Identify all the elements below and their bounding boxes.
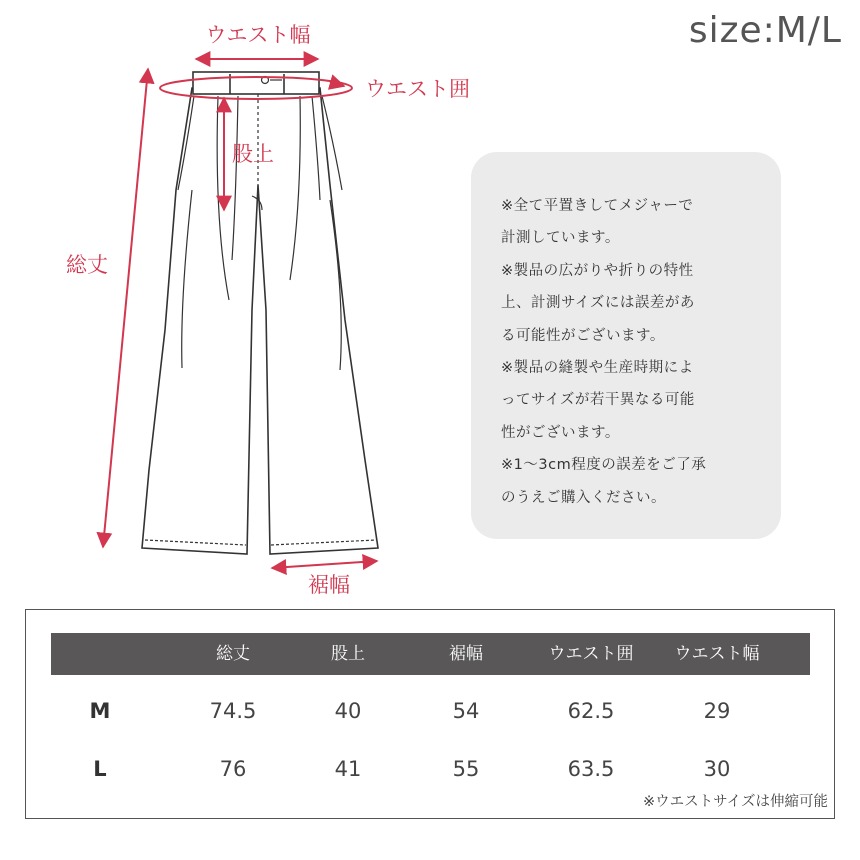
size-title: size:M/L (688, 10, 842, 51)
cell-waist-circumference: 62.5 (567, 699, 615, 723)
table-row (51, 749, 810, 789)
waist-width-label: ウエスト幅 (205, 23, 311, 47)
size-table-header (51, 633, 810, 675)
total-length-arrow (103, 69, 148, 547)
cell-waist-width: 30 (703, 757, 731, 781)
note-line: 計測しています。 (501, 230, 620, 247)
hem-width-arrow (272, 561, 377, 568)
cell-waist-circumference: 63.5 (567, 757, 615, 781)
rise-label: 股上 (232, 142, 274, 166)
total-length-label: 総丈 (66, 253, 108, 277)
note-line: のうえご購入ください。 (501, 489, 666, 506)
note-line: ってサイズが若干異なる可能 (501, 392, 695, 409)
measurement-notes (471, 152, 781, 539)
cell-hem-width: 55 (452, 757, 480, 781)
note-line: 上、計測サイズには誤差があ (501, 295, 695, 312)
note-line: ※1〜3cm程度の誤差をご了承 (501, 457, 707, 474)
hem-width-label: 裾幅 (308, 573, 350, 597)
waist-circumference-label: ウエスト囲 (365, 77, 470, 101)
note-line: ※全て平置きしてメジャーで (501, 198, 694, 214)
note-line: ※製品の縫製や生産時期によ (501, 360, 694, 377)
cell-total-length: 76 (219, 757, 247, 781)
header-cell-rise: 股上 (331, 644, 365, 664)
header-cell-total-length: 総丈 (216, 644, 250, 664)
header-cell-size (51, 633, 171, 675)
row-size-label: M (89, 699, 111, 723)
cell-rise: 40 (334, 699, 362, 723)
cell-rise: 41 (334, 757, 362, 781)
note-line: る可能性がございます。 (501, 327, 665, 344)
note-line: ※製品の広がりや折りの特性 (501, 262, 694, 279)
header-cell-hem-width: 裾幅 (449, 644, 483, 664)
cell-hem-width: 54 (452, 699, 480, 723)
header-cell-waist-width: ウエスト幅 (674, 644, 760, 664)
header-cell-waist-circumference: ウエスト囲 (548, 644, 634, 664)
cell-total-length: 74.5 (209, 699, 257, 723)
note-line: 性がございます。 (501, 424, 620, 441)
table-footnote: ※ウエストサイズは伸縮可能 (643, 794, 828, 810)
cell-waist-width: 29 (703, 699, 731, 723)
table-row (51, 691, 810, 731)
row-size-label: L (93, 757, 107, 781)
